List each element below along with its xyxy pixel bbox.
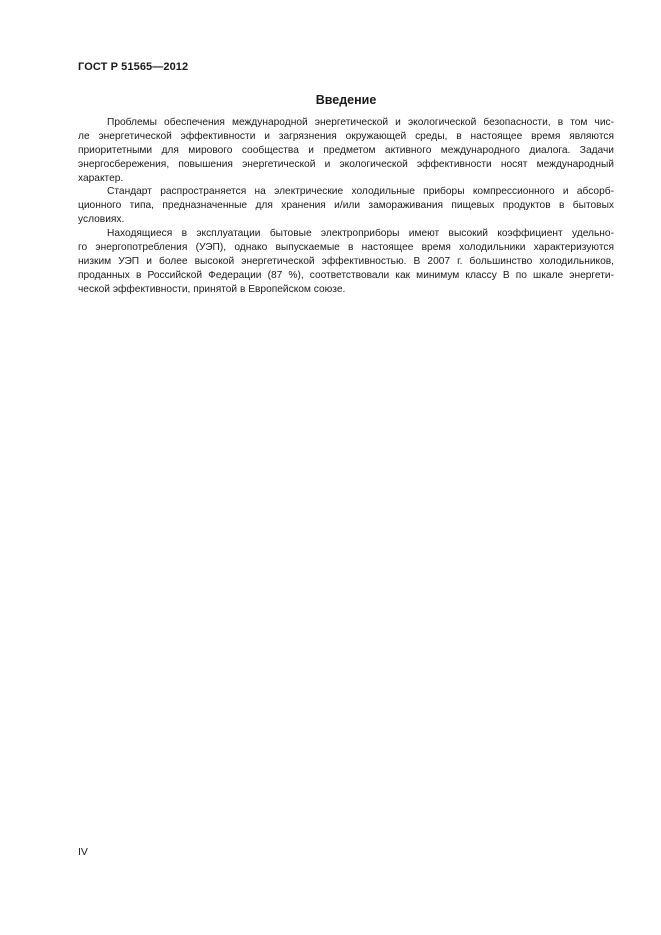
section-title: Введение bbox=[315, 93, 377, 107]
text-line: низким УЭП и более высокой энергетической эффективностью. В 2007 г. большинство холодильников, bbox=[78, 255, 614, 267]
text-line: условиях. bbox=[78, 214, 125, 226]
text-line: ческой эффективности, принятой в Европейском союзе. bbox=[78, 283, 346, 295]
text-line: приоритетными для мирового сообщества и предметом активного международного диалога. Задачи bbox=[78, 144, 614, 156]
paragraph bbox=[78, 185, 614, 227]
text-line: ле энергетической эффективности и загрязнения окружающей среды, в настоящее время являются bbox=[78, 130, 614, 142]
text-line: проданных в Российской Федерации (87 %), соответствовали как минимум классу В по шкале энергети- bbox=[78, 269, 614, 281]
text-line: характер. bbox=[78, 172, 124, 184]
text-line: Находящиеся в эксплуатации бытовые электроприборы имеют высокий коэффициент удельно- bbox=[107, 228, 614, 240]
text-line: Проблемы обеспечения международной энергетической и экологической безопасности, в том чис- bbox=[107, 117, 614, 128]
document-header: ГОСТ Р 51565—2012 bbox=[78, 61, 189, 73]
text-line: Стандарт распространяется на электрические холодильные приборы компрессионного и абсорб- bbox=[107, 186, 614, 198]
body-text bbox=[78, 116, 614, 297]
text-line: энергосбережения, повышения энергетической и экологической эффективности носят международный bbox=[78, 158, 614, 170]
page-number: IV bbox=[78, 846, 88, 858]
text-line: ционного типа, предназначенные для хранения и/или замораживания пищевых продуктов в бытовых bbox=[78, 200, 614, 212]
paragraph bbox=[78, 116, 614, 185]
text-line: го энергопотребления (УЭП), однако выпускаемые в настоящее время холодильники характеризуются bbox=[78, 242, 614, 254]
paragraph bbox=[78, 227, 614, 296]
